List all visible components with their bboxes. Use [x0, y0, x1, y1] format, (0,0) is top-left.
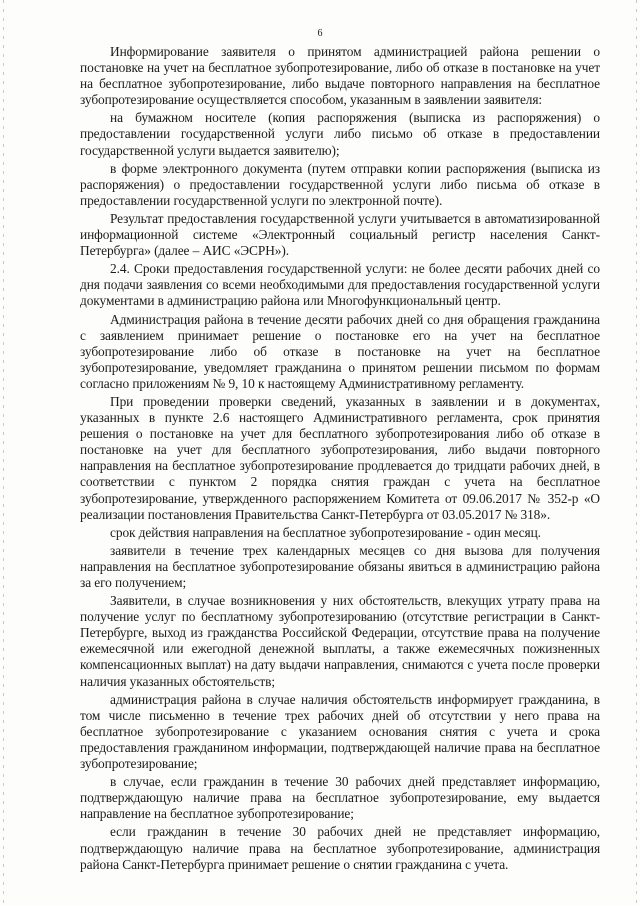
paragraph: 2.4. Сроки предоставления государственной услуги: не более десяти рабочих дней со дня подачи заявления со всеми необходимыми для предоставления государственной услуги документами в администрацию района или Многофункциональный центр. — [80, 261, 600, 309]
scan-right-edge — [636, 0, 637, 905]
paragraph: Результат предоставления государственной услуги учитывается в автоматизированной информационной системе «Электронный социальный регистр населения Санкт-Петербурга» (далее – АИС «ЭСРН»). — [80, 210, 600, 259]
paragraph: если гражданин в течение 30 рабочих дней не представляет информацию, подтверждающую наличие права на бесплатное зубопротезирование, администрация района Санкт-Петербурга принимает решение о снятии гражданина с учета. — [80, 824, 600, 872]
paragraph: администрация района в случае наличия обстоятельств информирует гражданина, в том числе письменно в течение трех рабочих дней об отсутствии у него права на бесплатное зубопротезирование с указанием основания снятия с учета и срока предоставления гражданином информации, подтверждающей наличие права на бесплатное зубопротезирование; — [80, 691, 600, 772]
scan-left-edge — [3, 0, 4, 905]
paragraph: Информирование заявителя о принятом администрацией района решении о постановке на учет на бесплатное зубопротезирование, либо об отказе в постановке на учет на бесплатное зубопротезирование, либо выдаче повторного направления на бесплатное зубопротезирование осуществляется способом, указанным в заявлении заявителя: — [80, 44, 600, 108]
paragraph: срок действия направления на бесплатное зубопротезирование - один месяц. — [110, 524, 541, 540]
paragraph: При проведении проверки сведений, указанных в заявлении и в документах, указанных в пункте 2.6 настоящего Административного регламента, срок принятия решения о постановке на учет для бесплатного зубопротезирования либо об отказе в постановке на учет для бесплатного зубопротезирования, либо выдачи повторного направления на бесплатное зубопротезирование продлевается до тридцати рабочих дней, в соответствии с пунктом 2 порядка снятия граждан с учета на бесплатное зубопротезирование, утвержденного распоряжением Комитета от 09.06.2017 № 352-р «О реализации постановления Правительства Санкт-Петербурга от 03.05.2017 № 318». — [80, 393, 600, 522]
paragraph: Администрация района в течение десяти рабочих дней со дня обращения гражданина с заявлением принимает решение о постановке его на учет на бесплатное зубопротезирование либо об отказе в постановке на учет на бесплатное зубопротезирование, уведомляет гражданина о принятом решении письмом по формам согласно приложениям № 9, 10 к настоящему Административному регламенту. — [80, 311, 600, 391]
paragraph: Заявители, в случае возникновения у них обстоятельств, влекущих утрату права на получение услуг по бесплатному зубопротезированию (отсутствие регистрации в Санкт-Петербурге, выход из гражданства Российской Федерации, отсутствие права на получение ежемесячной или ежегодной денежной выплаты, а также ежемесячных пожизненных компенсационных выплат) на дату выдачи направления, снимаются с учета после проверки наличия указанных обстоятельств; — [80, 593, 600, 689]
paragraph: в форме электронного документа (путем отправки копии распоряжения (выписка из распоряжения) о предоставлении государственной услуги либо письма об отказе в предоставлении государственной услуги по электронной почте). — [80, 160, 600, 208]
paragraph: на бумажном носителе (копия распоряжения (выписка из распоряжения) о предоставлении государственной услуги либо письмо об отказе в предоставлении государственной услуги выдается заявителю); — [80, 110, 600, 158]
paragraph: заявители в течение трех календарных месяцев со дня вызова для получения направления на бесплатное зубопротезирование обязаны явиться в администрацию района за его получением; — [80, 542, 600, 590]
page-number: 6 — [317, 28, 323, 39]
paragraph: в случае, если гражданин в течение 30 рабочих дней представляет информацию, подтверждающую наличие права на бесплатное зубопротезирование, ему выдается направление на бесплатное зубопротезирование; — [80, 774, 600, 822]
document-body — [80, 44, 600, 875]
